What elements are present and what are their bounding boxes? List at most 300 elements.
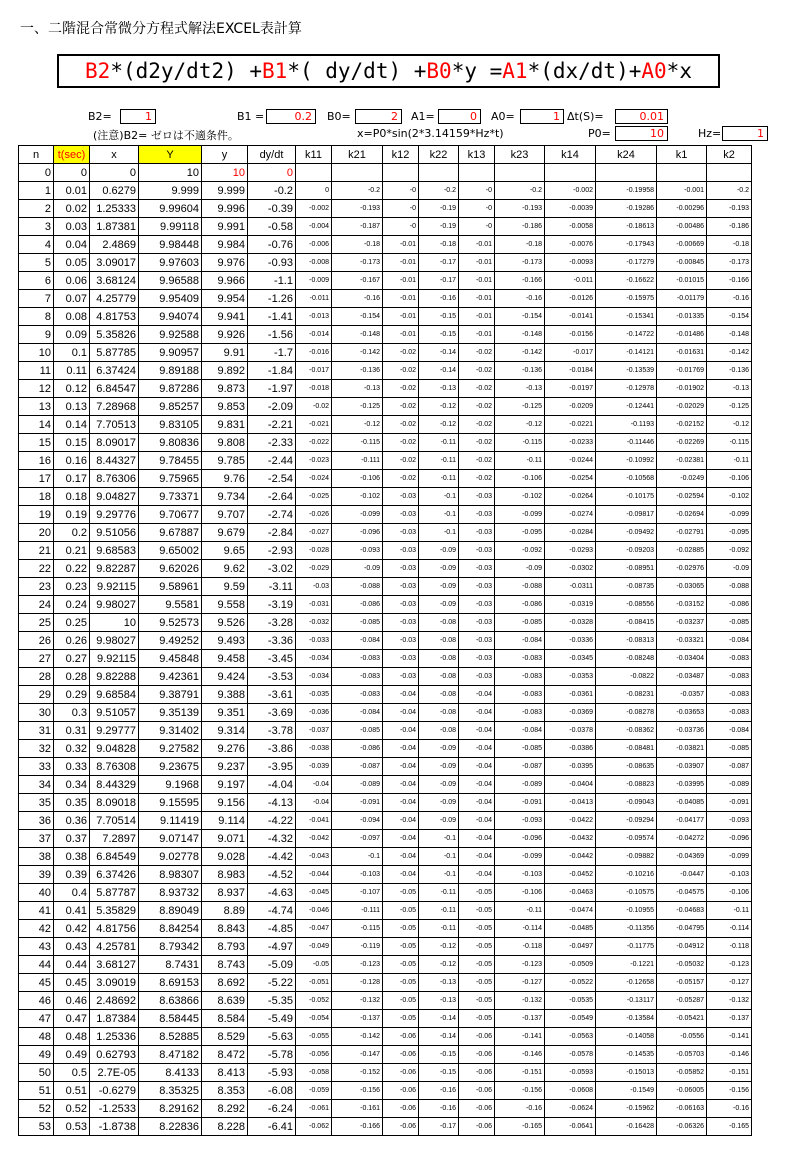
table-cell[interactable]: -5.49 <box>248 1010 296 1028</box>
table-cell[interactable]: -0.15975 <box>596 290 657 308</box>
table-cell[interactable]: 53 <box>19 1118 54 1136</box>
table-cell[interactable]: 7.70513 <box>90 416 139 434</box>
table-cell[interactable]: -0.0432 <box>545 830 596 848</box>
table-cell[interactable]: 0.04 <box>54 236 90 254</box>
table-cell[interactable]: -0.08 <box>419 668 459 686</box>
table-cell[interactable]: 32 <box>19 740 54 758</box>
table-cell[interactable]: -0.047 <box>296 920 332 938</box>
table-cell[interactable]: -0.09 <box>419 596 459 614</box>
table-cell[interactable]: 9.276 <box>202 740 248 758</box>
column-header[interactable]: dy/dt <box>248 146 296 164</box>
table-cell[interactable]: 3.09017 <box>90 254 139 272</box>
table-cell[interactable]: 5.35826 <box>90 326 139 344</box>
table-cell[interactable]: -0.03736 <box>657 722 707 740</box>
table-cell[interactable]: -0.04 <box>459 794 495 812</box>
table-cell[interactable]: -0.02 <box>383 380 419 398</box>
table-cell[interactable]: 15 <box>19 434 54 452</box>
table-cell[interactable]: -0.02 <box>383 470 419 488</box>
table-cell[interactable]: -0.03 <box>459 542 495 560</box>
table-cell[interactable]: -0.115 <box>332 920 383 938</box>
table-cell[interactable]: 9 <box>19 326 54 344</box>
column-header[interactable]: k1 <box>657 146 707 164</box>
table-cell[interactable]: -0.096 <box>495 830 545 848</box>
table-cell[interactable]: -0.0386 <box>545 740 596 758</box>
table-cell[interactable]: -0.1221 <box>596 956 657 974</box>
table-cell[interactable]: -2.64 <box>248 488 296 506</box>
table-cell[interactable]: -0.087 <box>495 758 545 776</box>
table-cell[interactable]: -0.16 <box>419 1082 459 1100</box>
table-cell[interactable]: -0.114 <box>707 920 752 938</box>
table-cell[interactable]: -0.111 <box>332 902 383 920</box>
table-cell[interactable]: -0.034 <box>296 668 332 686</box>
table-cell[interactable]: -0.034 <box>296 650 332 668</box>
table-cell[interactable]: -0.08231 <box>596 686 657 704</box>
table-cell[interactable]: 6 <box>19 272 54 290</box>
table-cell[interactable]: 9.49252 <box>139 632 202 650</box>
b1-value-cell[interactable]: 0.2 <box>266 109 316 124</box>
table-cell[interactable]: -3.86 <box>248 740 296 758</box>
table-cell[interactable]: 8.44327 <box>90 452 139 470</box>
table-cell[interactable]: -0 <box>383 218 419 236</box>
table-cell[interactable]: 0.46 <box>54 992 90 1010</box>
table-cell[interactable]: -0.0233 <box>545 434 596 452</box>
table-cell[interactable]: 29 <box>19 686 54 704</box>
table-cell[interactable]: -0.0039 <box>545 200 596 218</box>
table-cell[interactable]: -2.54 <box>248 470 296 488</box>
table-cell[interactable]: -0.083 <box>332 686 383 704</box>
table-cell[interactable]: -0.092 <box>495 542 545 560</box>
table-cell[interactable]: -0.08313 <box>596 632 657 650</box>
table-cell[interactable]: -0.102 <box>495 488 545 506</box>
table-cell[interactable]: -0.00845 <box>657 254 707 272</box>
table-cell[interactable]: -0.04683 <box>657 902 707 920</box>
table-cell[interactable]: 9.808 <box>202 434 248 452</box>
table-cell[interactable]: -0.087 <box>332 758 383 776</box>
table-cell[interactable]: -0.05421 <box>657 1010 707 1028</box>
table-cell[interactable]: -0.084 <box>495 632 545 650</box>
table-cell[interactable]: -3.61 <box>248 686 296 704</box>
table-cell[interactable]: 9.62 <box>202 560 248 578</box>
table-cell[interactable]: 9.98027 <box>90 596 139 614</box>
table-cell[interactable]: 4.25779 <box>90 290 139 308</box>
table-cell[interactable]: -0.002 <box>296 200 332 218</box>
table-cell[interactable]: 0.05 <box>54 254 90 272</box>
column-header[interactable]: k2 <box>707 146 752 164</box>
table-cell[interactable]: -1.2533 <box>90 1100 139 1118</box>
table-cell[interactable]: 8.44329 <box>90 776 139 794</box>
table-cell[interactable]: 36 <box>19 812 54 830</box>
table-cell[interactable]: -0.03065 <box>657 578 707 596</box>
table-cell[interactable]: -0.12 <box>419 398 459 416</box>
table-cell[interactable]: -0.156 <box>495 1082 545 1100</box>
table-cell[interactable]: -3.28 <box>248 614 296 632</box>
table-cell[interactable]: -0.08 <box>419 686 459 704</box>
table-cell[interactable]: -0.13 <box>419 380 459 398</box>
table-cell[interactable]: -0.02 <box>459 398 495 416</box>
table-cell[interactable]: -0 <box>459 200 495 218</box>
table-cell[interactable]: 9.999 <box>139 182 202 200</box>
table-cell[interactable]: 28 <box>19 668 54 686</box>
table-cell[interactable]: 5.87785 <box>90 344 139 362</box>
table-cell[interactable]: -0.083 <box>332 668 383 686</box>
table-cell[interactable]: 11 <box>19 362 54 380</box>
table-cell[interactable]: -0.009 <box>296 272 332 290</box>
table-cell[interactable]: -0.17279 <box>596 254 657 272</box>
table-cell[interactable]: -6.41 <box>248 1118 296 1136</box>
table-cell[interactable]: -0.16 <box>707 1100 752 1118</box>
table-cell[interactable]: -0.141 <box>495 1028 545 1046</box>
table-cell[interactable]: 9.89188 <box>139 362 202 380</box>
table-cell[interactable]: -0.0452 <box>545 866 596 884</box>
table-cell[interactable]: -0.088 <box>495 578 545 596</box>
table-cell[interactable]: -0.02029 <box>657 398 707 416</box>
table-cell[interactable]: -0.03404 <box>657 650 707 668</box>
table-cell[interactable]: -0.014 <box>296 326 332 344</box>
table-cell[interactable]: -0.09882 <box>596 848 657 866</box>
table-cell[interactable]: -0.011 <box>296 290 332 308</box>
table-cell[interactable]: -0.0463 <box>545 884 596 902</box>
table-cell[interactable]: 20 <box>19 524 54 542</box>
table-cell[interactable]: 9.071 <box>202 830 248 848</box>
table-cell[interactable]: -0.03 <box>383 488 419 506</box>
table-cell[interactable]: 0.02 <box>54 200 90 218</box>
table-cell[interactable]: 9.92588 <box>139 326 202 344</box>
table-cell[interactable]: -0.03907 <box>657 758 707 776</box>
table-cell[interactable]: -0.132 <box>495 992 545 1010</box>
table-cell[interactable]: -0.04 <box>383 686 419 704</box>
table-cell[interactable]: -0.03653 <box>657 704 707 722</box>
table-cell[interactable]: -0.111 <box>332 452 383 470</box>
table-cell[interactable]: 8.89049 <box>139 902 202 920</box>
table-cell[interactable]: 9.96588 <box>139 272 202 290</box>
table-cell[interactable]: -0.0822 <box>596 668 657 686</box>
table-cell[interactable]: -0.044 <box>296 866 332 884</box>
table-cell[interactable]: 9.197 <box>202 776 248 794</box>
table-cell[interactable]: 0.01 <box>54 182 90 200</box>
table-cell[interactable]: -0.12 <box>707 416 752 434</box>
table-cell[interactable]: -0.04177 <box>657 812 707 830</box>
table-cell[interactable]: 0.29 <box>54 686 90 704</box>
table-cell[interactable]: -0.084 <box>707 632 752 650</box>
table-cell[interactable]: -0.0361 <box>545 686 596 704</box>
table-cell[interactable]: 9.388 <box>202 686 248 704</box>
table-cell[interactable]: 19 <box>19 506 54 524</box>
table-cell[interactable]: -0.03152 <box>657 596 707 614</box>
table-cell[interactable]: -0.0058 <box>545 218 596 236</box>
table-cell[interactable]: -4.32 <box>248 830 296 848</box>
table-cell[interactable]: -0.091 <box>332 794 383 812</box>
column-header[interactable]: x <box>90 146 139 164</box>
table-cell[interactable]: -0.04 <box>383 866 419 884</box>
table-cell[interactable]: -0.02 <box>383 434 419 452</box>
table-cell[interactable]: -0.106 <box>495 884 545 902</box>
table-cell[interactable]: 8.793 <box>202 938 248 956</box>
table-cell[interactable]: -0.03 <box>383 614 419 632</box>
table-cell[interactable]: 9.45848 <box>139 650 202 668</box>
table-cell[interactable]: -0.03 <box>383 578 419 596</box>
table-cell[interactable]: 9.80836 <box>139 434 202 452</box>
table-cell[interactable]: 9.15595 <box>139 794 202 812</box>
table-cell[interactable]: 49 <box>19 1046 54 1064</box>
table-cell[interactable]: -0.11 <box>419 902 459 920</box>
table-cell[interactable]: 9.52573 <box>139 614 202 632</box>
table-cell[interactable]: -0.085 <box>707 614 752 632</box>
table-cell[interactable]: -3.69 <box>248 704 296 722</box>
table-cell[interactable]: -0.0357 <box>657 686 707 704</box>
table-cell[interactable]: -0.017 <box>296 362 332 380</box>
table-cell[interactable]: 9.38791 <box>139 686 202 704</box>
table-cell[interactable]: -0.05 <box>459 938 495 956</box>
table-cell[interactable]: -0.127 <box>707 974 752 992</box>
table-cell[interactable]: -0.1 <box>419 830 459 848</box>
table-cell[interactable]: -0.03 <box>383 668 419 686</box>
table-cell[interactable]: 9.23675 <box>139 758 202 776</box>
table-cell[interactable]: -0.083 <box>707 704 752 722</box>
table-cell[interactable]: 9.999 <box>202 182 248 200</box>
a0-value-cell[interactable]: 1 <box>520 109 564 124</box>
table-cell[interactable] <box>296 164 332 182</box>
table-cell[interactable]: -0.04 <box>459 812 495 830</box>
table-cell[interactable]: 2 <box>19 200 54 218</box>
table-cell[interactable]: -0.01 <box>383 326 419 344</box>
table-cell[interactable]: -0.106 <box>332 470 383 488</box>
table-cell[interactable]: -0.2 <box>495 182 545 200</box>
table-cell[interactable]: -0.09043 <box>596 794 657 812</box>
table-cell[interactable]: -0.142 <box>495 344 545 362</box>
table-cell[interactable]: 23 <box>19 578 54 596</box>
table-cell[interactable]: -0.03 <box>459 632 495 650</box>
table-cell[interactable]: -0.039 <box>296 758 332 776</box>
dt-value-cell[interactable]: 0.01 <box>615 109 668 124</box>
table-cell[interactable]: -0.023 <box>296 452 332 470</box>
table-cell[interactable]: -1.84 <box>248 362 296 380</box>
table-cell[interactable]: -0.08635 <box>596 758 657 776</box>
table-cell[interactable]: -0.086 <box>707 596 752 614</box>
table-cell[interactable]: 9.04827 <box>90 488 139 506</box>
table-cell[interactable]: -0.059 <box>296 1082 332 1100</box>
table-cell[interactable]: -0.04 <box>383 794 419 812</box>
table-cell[interactable]: -0.03 <box>383 596 419 614</box>
table-cell[interactable]: -0.106 <box>495 470 545 488</box>
table-cell[interactable]: 0.1 <box>54 344 90 362</box>
table-cell[interactable]: -0.103 <box>495 866 545 884</box>
table-cell[interactable]: -0.12 <box>495 416 545 434</box>
table-cell[interactable]: -0.0336 <box>545 632 596 650</box>
table-cell[interactable]: 0.17 <box>54 470 90 488</box>
table-cell[interactable]: -0.06 <box>459 1082 495 1100</box>
table-cell[interactable]: -0.04 <box>459 848 495 866</box>
table-cell[interactable]: -0.04 <box>459 776 495 794</box>
table-cell[interactable]: -0.16622 <box>596 272 657 290</box>
table-cell[interactable]: -0.02594 <box>657 488 707 506</box>
table-cell[interactable]: -0.03 <box>459 524 495 542</box>
table-cell[interactable]: -0.018 <box>296 380 332 398</box>
table-cell[interactable]: -0.061 <box>296 1100 332 1118</box>
table-cell[interactable]: -0.02152 <box>657 416 707 434</box>
table-cell[interactable]: -3.36 <box>248 632 296 650</box>
table-cell[interactable]: 4 <box>19 236 54 254</box>
table-cell[interactable]: -0.2 <box>419 182 459 200</box>
table-cell[interactable]: -0.125 <box>495 398 545 416</box>
table-cell[interactable]: -5.78 <box>248 1046 296 1064</box>
table-cell[interactable]: -0 <box>383 182 419 200</box>
table-cell[interactable]: -0.119 <box>332 938 383 956</box>
table-cell[interactable]: 9.78455 <box>139 452 202 470</box>
table-cell[interactable]: -0.01335 <box>657 308 707 326</box>
table-cell[interactable]: -0.152 <box>332 1064 383 1082</box>
table-cell[interactable]: -0.096 <box>332 524 383 542</box>
table-cell[interactable]: -0.04 <box>383 830 419 848</box>
table-cell[interactable] <box>596 164 657 182</box>
table-cell[interactable]: -0.136 <box>707 362 752 380</box>
column-header[interactable]: t(sec) <box>54 146 90 164</box>
table-cell[interactable]: -0.127 <box>495 974 545 992</box>
table-cell[interactable]: -0.148 <box>707 326 752 344</box>
table-cell[interactable]: -0.0563 <box>545 1028 596 1046</box>
table-cell[interactable]: -0.09817 <box>596 506 657 524</box>
table-cell[interactable]: 9.51056 <box>90 524 139 542</box>
table-cell[interactable]: -0.15 <box>419 1064 459 1082</box>
table-cell[interactable]: 4.81756 <box>90 920 139 938</box>
table-cell[interactable]: 8.413 <box>202 1064 248 1082</box>
table-cell[interactable]: 31 <box>19 722 54 740</box>
table-cell[interactable]: -0.03 <box>459 650 495 668</box>
table-cell[interactable]: -0.17 <box>419 272 459 290</box>
table-cell[interactable]: 8.79342 <box>139 938 202 956</box>
table-cell[interactable]: -0.017 <box>545 344 596 362</box>
table-cell[interactable]: -0.1 <box>419 506 459 524</box>
table-cell[interactable]: 47 <box>19 1010 54 1028</box>
table-cell[interactable]: 0.38 <box>54 848 90 866</box>
table-cell[interactable]: -0.01 <box>383 272 419 290</box>
table-cell[interactable]: -0.04 <box>459 758 495 776</box>
table-cell[interactable]: -0.14121 <box>596 344 657 362</box>
table-cell[interactable]: -0.123 <box>332 956 383 974</box>
table-cell[interactable]: -0.02885 <box>657 542 707 560</box>
table-cell[interactable]: 8.89 <box>202 902 248 920</box>
table-cell[interactable]: -4.85 <box>248 920 296 938</box>
table-cell[interactable]: -0.0593 <box>545 1064 596 1082</box>
table-cell[interactable]: 0.53 <box>54 1118 90 1136</box>
table-cell[interactable]: -0.107 <box>332 884 383 902</box>
table-cell[interactable]: 6.84549 <box>90 848 139 866</box>
table-cell[interactable]: -0.103 <box>332 866 383 884</box>
table-cell[interactable]: -0.142 <box>707 344 752 362</box>
table-cell[interactable]: -0.13 <box>419 992 459 1010</box>
table-cell[interactable]: -1.56 <box>248 326 296 344</box>
table-cell[interactable]: -0.083 <box>707 668 752 686</box>
table-cell[interactable]: 8.98307 <box>139 866 202 884</box>
table-cell[interactable]: -0.10568 <box>596 470 657 488</box>
table-cell[interactable]: 8.35325 <box>139 1082 202 1100</box>
table-cell[interactable]: -0.033 <box>296 632 332 650</box>
table-cell[interactable]: -0.09 <box>419 812 459 830</box>
table-cell[interactable]: -0.01 <box>459 254 495 272</box>
table-cell[interactable]: -0.0369 <box>545 704 596 722</box>
table-cell[interactable]: -0.58 <box>248 218 296 236</box>
table-cell[interactable]: -0.025 <box>296 488 332 506</box>
table-cell[interactable]: 9.156 <box>202 794 248 812</box>
table-cell[interactable]: 0.16 <box>54 452 90 470</box>
table-cell[interactable]: -0.186 <box>707 218 752 236</box>
table-cell[interactable]: 9.926 <box>202 326 248 344</box>
table-cell[interactable]: 9.314 <box>202 722 248 740</box>
table-cell[interactable]: -0.128 <box>332 974 383 992</box>
table-cell[interactable]: 34 <box>19 776 54 794</box>
table-cell[interactable]: 0.24 <box>54 596 90 614</box>
table-cell[interactable]: 0.21 <box>54 542 90 560</box>
table-cell[interactable]: -0.05 <box>383 974 419 992</box>
table-cell[interactable]: -0.028 <box>296 542 332 560</box>
table-cell[interactable]: -0.03 <box>383 524 419 542</box>
table-cell[interactable]: 8.228 <box>202 1118 248 1136</box>
table-cell[interactable]: -0.091 <box>495 794 545 812</box>
table-cell[interactable]: -0.097 <box>332 830 383 848</box>
table-cell[interactable]: -0.115 <box>332 434 383 452</box>
table-cell[interactable]: 9.51057 <box>90 704 139 722</box>
table-cell[interactable]: -0.04 <box>383 776 419 794</box>
table-cell[interactable]: 0.34 <box>54 776 90 794</box>
table-cell[interactable]: -0.004 <box>296 218 332 236</box>
table-cell[interactable]: -0.01 <box>459 236 495 254</box>
table-cell[interactable]: 9.831 <box>202 416 248 434</box>
table-cell[interactable]: -0.05157 <box>657 974 707 992</box>
table-cell[interactable]: -0.01 <box>383 290 419 308</box>
table-cell[interactable]: -0.19958 <box>596 182 657 200</box>
table-cell[interactable]: -0.04 <box>383 848 419 866</box>
table-cell[interactable] <box>332 164 383 182</box>
table-cell[interactable]: -0.166 <box>332 1118 383 1136</box>
table-cell[interactable]: -0.156 <box>707 1082 752 1100</box>
table-cell[interactable]: -0.156 <box>332 1082 383 1100</box>
table-cell[interactable]: -0.14 <box>419 344 459 362</box>
table-cell[interactable]: -0.146 <box>707 1046 752 1064</box>
table-cell[interactable]: -0.11356 <box>596 920 657 938</box>
table-cell[interactable]: -2.93 <box>248 542 296 560</box>
table-cell[interactable]: -0.17943 <box>596 236 657 254</box>
table-cell[interactable]: -0.06 <box>383 1082 419 1100</box>
table-cell[interactable]: -0.001 <box>657 182 707 200</box>
table-cell[interactable]: -0.12441 <box>596 398 657 416</box>
table-cell[interactable]: -0.089 <box>495 776 545 794</box>
table-cell[interactable]: 9.424 <box>202 668 248 686</box>
table-cell[interactable]: 44 <box>19 956 54 974</box>
table-cell[interactable]: -0.03 <box>383 650 419 668</box>
table-cell[interactable]: 0.42 <box>54 920 90 938</box>
table-cell[interactable]: -0.05 <box>383 920 419 938</box>
table-cell[interactable]: -0.11 <box>419 920 459 938</box>
table-cell[interactable]: -0.14535 <box>596 1046 657 1064</box>
table-cell[interactable]: 8.63866 <box>139 992 202 1010</box>
table-cell[interactable]: 10 <box>202 164 248 182</box>
p0-value-cell[interactable]: 10 <box>615 126 668 141</box>
table-cell[interactable]: 9.62026 <box>139 560 202 578</box>
table-cell[interactable]: -0.02 <box>383 362 419 380</box>
table-cell[interactable]: -0.148 <box>332 326 383 344</box>
table-cell[interactable]: 9.707 <box>202 506 248 524</box>
table-cell[interactable]: 8.47182 <box>139 1046 202 1064</box>
table-cell[interactable]: -0.03321 <box>657 632 707 650</box>
table-cell[interactable]: -0.085 <box>495 740 545 758</box>
table-cell[interactable]: -0.18 <box>419 236 459 254</box>
table-cell[interactable]: 8.09017 <box>90 434 139 452</box>
table-cell[interactable]: -0.11 <box>419 470 459 488</box>
table-cell[interactable]: -0.02 <box>459 452 495 470</box>
table-cell[interactable]: 0.15 <box>54 434 90 452</box>
table-cell[interactable]: -0.095 <box>495 524 545 542</box>
table-cell[interactable]: 0.37 <box>54 830 90 848</box>
table-cell[interactable]: -0.11 <box>707 902 752 920</box>
